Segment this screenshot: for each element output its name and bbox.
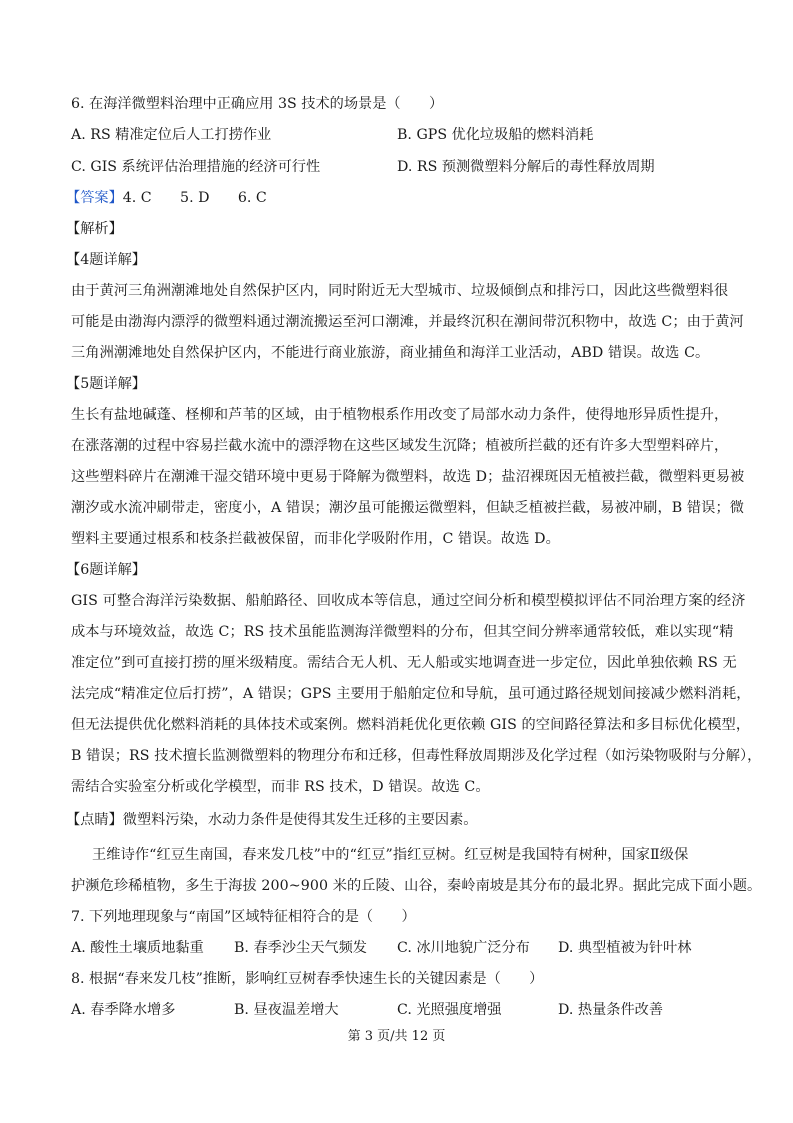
q8-option-a: A. 春季降水增多 [71, 1002, 176, 1018]
detail6-line-7: 需结合实验室分析或化学模型，而非 RS 技术，D 错误。故选 C。 [71, 779, 490, 795]
page-footer: 第 3 页/共 12 页 [347, 1029, 446, 1044]
q6-option-b: B. GPS 优化垃圾船的燃料消耗 [397, 127, 594, 143]
q7-option-b: B. 春季沙尘天气频发 [234, 940, 367, 956]
detail6-line-3: 准定位”到可直接打捞的厘米级精度。需结合无人机、无人船或实地调查进一步定位，因此单独依赖 RS 无 [71, 655, 737, 671]
tip-label: 【点睛】 [66, 812, 123, 828]
q8-stem: 8. 根据“春来发几枝”推断，影响红豆树春季快速生长的关键因素是（ ） [71, 971, 544, 987]
detail6-heading: 【6题详解】 [66, 562, 146, 578]
q8-option-d: D. 热量条件改善 [558, 1002, 664, 1018]
detail4-line-1: 由于黄河三角洲潮滩地处自然保护区内，同时附近无大型城市、垃圾倾倒点和排污口，因此这些微塑料很 [71, 283, 729, 299]
detail5-line-5: 塑料主要通过根系和枝条拦截被保留，而非化学吸附作用，C 错误。故选 D。 [71, 531, 560, 547]
q6-option-d: D. RS 预测微塑料分解后的毒性释放周期 [397, 159, 655, 175]
q8-option-b: B. 昼夜温差增大 [234, 1002, 339, 1018]
detail6-line-1: GIS 可整合海洋污染数据、船舶路径、回收成本等信息，通过空间分析和模型模拟评估不同治理方案的经济 [71, 593, 746, 609]
q6-option-c: C. GIS 系统评估治理措施的经济可行性 [71, 159, 321, 175]
q8-option-c: C. 光照强度增强 [397, 1002, 502, 1018]
detail5-line-1: 生长有盐地碱蓬、柽柳和芦苇的区域，由于植物根系作用改变了局部水动力条件，使得地形异质性提升， [71, 407, 729, 423]
q6-stem: 6. 在海洋微塑料治理中正确应用 3S 技术的场景是（ ） [71, 96, 444, 112]
detail6-line-2: 成本与环境效益，故选 C；RS 技术虽能监测海洋微塑料的分布，但其空间分辨率通常较低，难以实现“精 [71, 624, 734, 640]
analysis-heading: 【解析】 [66, 221, 123, 237]
q7-option-a: A. 酸性土壤质地黏重 [71, 940, 204, 956]
q7-stem: 7. 下列地理现象与“南国”区域特征相符合的是（ ） [71, 909, 416, 925]
q7-option-c: C. 冰川地貌广泛分布 [397, 940, 530, 956]
q6-option-a: A. RS 精准定位后人工打捞作业 [71, 127, 272, 143]
detail4-heading: 【4题详解】 [66, 252, 146, 268]
detail6-line-5: 但无法提供优化燃料消耗的具体技术或案例。燃料消耗优化更依赖 GIS 的空间路径算法和多目标优化模型， [71, 717, 751, 733]
detail6-line-6: B 错误；RS 技术擅长监测微塑料的物理分布和迁移，但毒性释放周期涉及化学过程（如污染物吸附与分解）， [71, 748, 762, 764]
detail5-line-3: 这些塑料碎片在潮滩干湿交错环境中更易于降解为微塑料，故选 D；盐沼裸斑因无植被拦截，微塑料更易被 [71, 469, 745, 485]
q7-option-d: D. 典型植被为针叶林 [558, 940, 692, 956]
tip-text: 微塑料污染，水动力条件是使得其发生迁移的主要因素。 [122, 812, 478, 828]
answer-line [66, 188, 722, 208]
detail4-line-3: 三角洲潮滩地处自然保护区内，不能进行商业旅游，商业捕鱼和海洋工业活动，ABD 错误。故选 C。 [71, 345, 710, 361]
detail4-line-2: 可能是由渤海内漂浮的微塑料通过潮流搬运至河口潮滩，并最终沉积在潮间带沉积物中，故选 C；由于黄河 [71, 314, 744, 330]
intro-line-2: 护濒危珍稀植物，多生于海拔 200~900 米的丘陵、山谷，秦岭南坡是其分布的最北界。据此完成下面小题。 [71, 878, 762, 894]
intro-line-1: 王维诗作“红豆生南国，春来发几枝”中的“红豆”指红豆树。红豆树是我国特有树种，国家Ⅱ级保 [92, 847, 689, 863]
detail5-line-2: 在涨落潮的过程中容易拦截水流中的漂浮物在这些区域发生沉降；植被所拦截的还有许多大型塑料碎片， [71, 438, 729, 454]
detail5-heading: 【5题详解】 [66, 376, 146, 392]
detail6-line-4: 法完成“精准定位后打捞”，A 错误；GPS 主要用于船舶定位和导航，虽可通过路径规划间接减少燃料消耗， [71, 686, 751, 702]
detail5-line-4: 潮汐或水流冲刷带走，密度小，A 错误；潮汐虽可能搬运微塑料，但缺乏植被拦截，易被冲刷，B 错误；微 [71, 500, 745, 516]
tip-line [66, 810, 722, 830]
answer-label: 【答案】 [66, 190, 123, 206]
answer-values: 4. C 5. D 6. C [122, 190, 267, 206]
